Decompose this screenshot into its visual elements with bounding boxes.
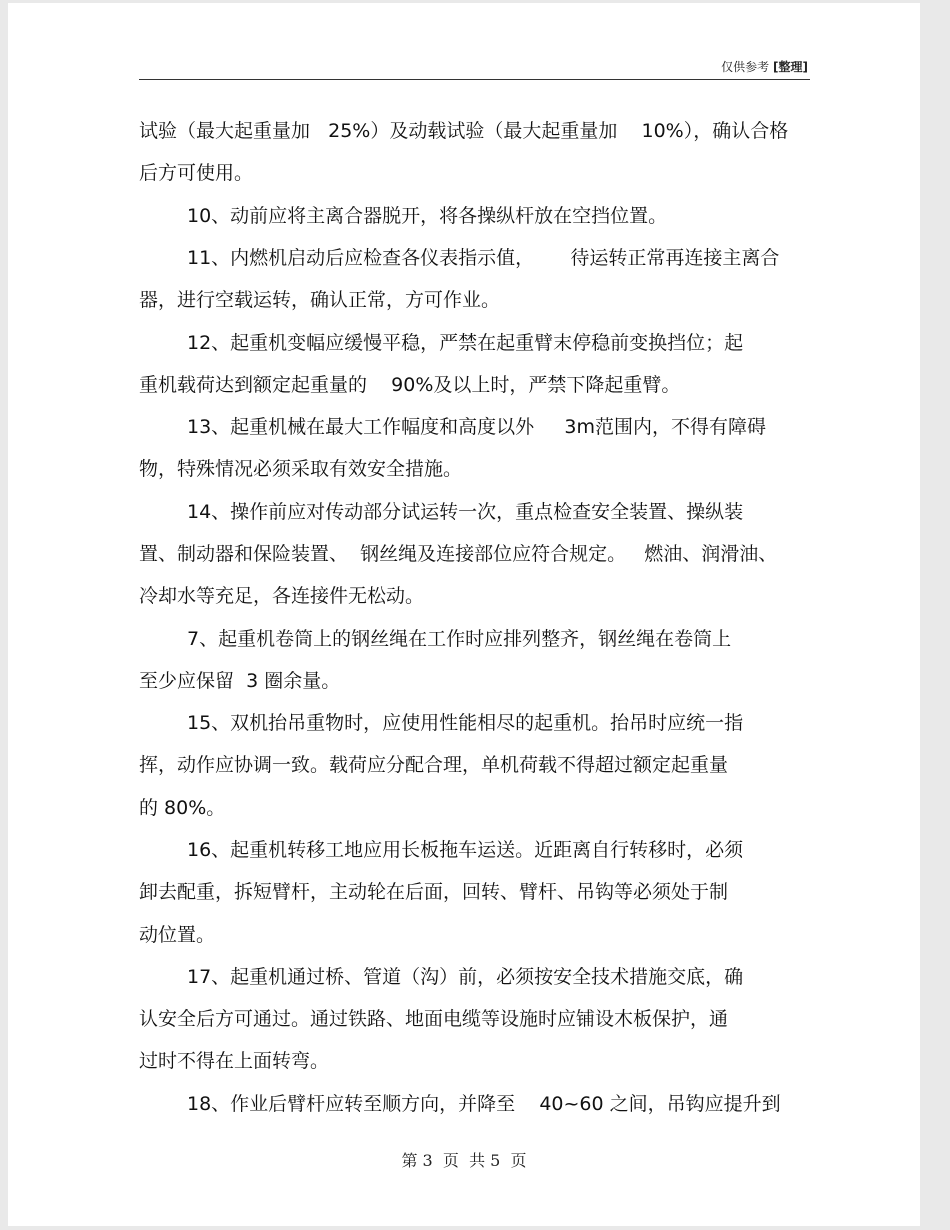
body-line: 14、操作前应对传动部分试运转一次，重点检查安全装置、操纵装 xyxy=(187,501,744,523)
body-line: 17、起重机通过桥、管道（沟）前，必须按安全技术措施交底，确 xyxy=(187,966,744,988)
body-line: 置、制动器和保险装置、 钢丝绳及连接部位应符合规定。 燃油、润滑油、 xyxy=(139,543,778,565)
body-line: 卸去配重，拆短臂杆，主动轮在后面，回转、臂杆、吊钩等必须处于制 xyxy=(139,881,729,903)
page-header xyxy=(721,58,808,75)
body-line: 的 80%。 xyxy=(139,797,226,819)
body-line: 18、作业后臂杆应转至顺方向，并降至 40~60 之间，吊钩应提升到 xyxy=(187,1093,781,1115)
header-tag: [整理] xyxy=(773,60,808,74)
body-line: 物，特殊情况必须采取有效安全措施。 xyxy=(139,458,463,480)
body-line: 认安全后方可通过。通过铁路、地面电缆等设施时应铺设木板保护，通 xyxy=(139,1008,729,1030)
page-footer: 第 3 页 共 5 页 xyxy=(401,1151,527,1170)
body-line: 11、内燃机启动后应检查各仪表指示值， 待运转正常再连接主离合 xyxy=(187,247,780,269)
header-note: 仅供参考 xyxy=(721,60,770,74)
body-line: 后方可使用。 xyxy=(139,162,254,184)
body-line: 13、起重机械在最大工作幅度和高度以外 3m范围内，不得有障碍 xyxy=(187,416,766,438)
body-line: 过时不得在上面转弯。 xyxy=(139,1050,330,1072)
body-line: 冷却水等充足，各连接件无松动。 xyxy=(139,585,425,607)
header-divider xyxy=(139,79,810,80)
body-line: 至少应保留 3 圈余量。 xyxy=(139,670,341,692)
body-line: 挥，动作应协调一致。载荷应分配合理，单机荷载不得超过额定起重量 xyxy=(139,754,729,776)
body-line: 动位置。 xyxy=(139,924,216,946)
body-line: 16、起重机转移工地应用长板拖车运送。近距离自行转移时，必须 xyxy=(187,839,744,861)
document-page xyxy=(8,3,920,1226)
body-line: 器，进行空载运转，确认正常，方可作业。 xyxy=(139,289,501,311)
body-line: 重机载荷达到额定起重量的 90%及以上时，严禁下降起重臂。 xyxy=(139,374,681,396)
body-line: 7、起重机卷筒上的钢丝绳在工作时应排列整齐，钢丝绳在卷筒上 xyxy=(187,628,732,650)
body-line: 试验（最大起重量加 25%）及动载试验（最大起重量加 10%），确认合格 xyxy=(139,120,789,142)
body-line: 12、起重机变幅应缓慢平稳，严禁在起重臂末停稳前变换挡位；起 xyxy=(187,332,744,354)
body-line: 15、双机抬吊重物时，应使用性能相尽的起重机。抬吊时应统一指 xyxy=(187,712,744,734)
body-line: 10、动前应将主离合器脱开，将各操纵杆放在空挡位置。 xyxy=(187,205,668,227)
